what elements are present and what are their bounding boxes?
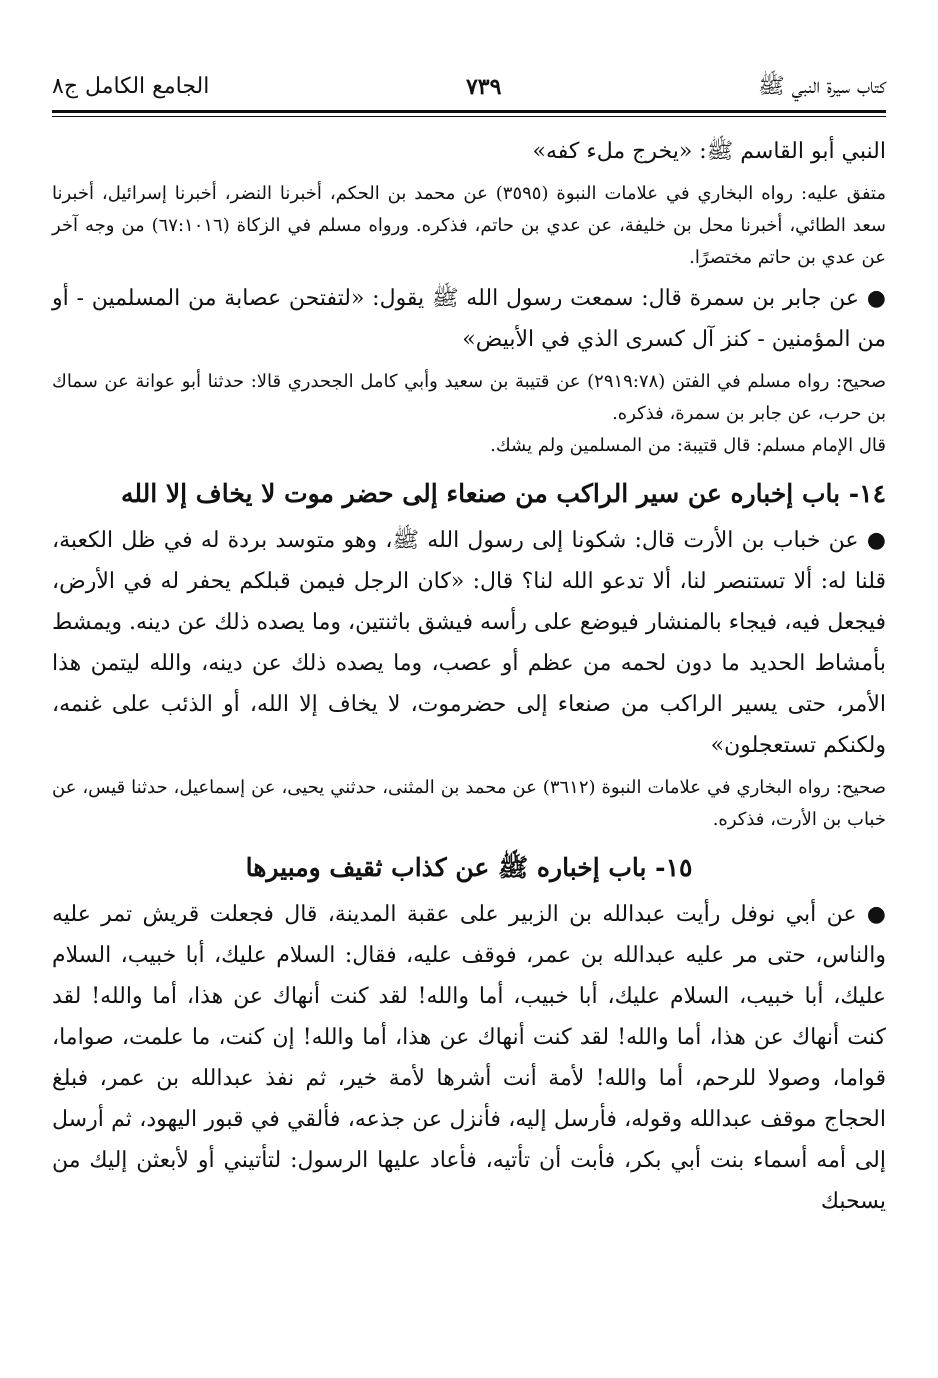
- book-page: [52, 58, 886, 1368]
- hadith-jabir: ● عن جابر بن سمرة قال: سمعت رسول الله ﷺ يقول: «لتفتحن عصابة من المسلمين - أو من المؤمنين - كنز آل كسرى الذي في الأبيض»: [52, 286, 886, 352]
- header-rule-thin: [52, 116, 886, 117]
- header-volume-title: الجامع الكامل ج٨: [52, 74, 210, 99]
- takhrij-note: [52, 366, 886, 462]
- header-book-title: كتاب سيرة النبي ﷺ: [758, 74, 886, 99]
- hadith-text: [52, 894, 886, 1222]
- hadith-abu-nawfal: ● عن أبي نوفل رأيت عبدالله بن الزبير على عقبة المدينة، قال فجعلت قريش تمر عليه والناس، حتى مر عليه عبدالله بن عمر، فوقف عليه، فقال: السلام عليك، أبا خبيب، السلام عليك، أبا خبيب، السلام عليك، أبا خبيب، أما والله! لقد كنت أنهاك عن هذا، أما والله! لقد كنت أنهاك عن هذا، أما والله! لقد كنت أنهاك عن هذا، أما والله! إن كنت، ما علمت، صواما، قواما، وصولا للرحم، أما والله! لأمة أنت أشرها لأمة خير، ثم نفذ عبدالله بن عمر، فبلغ الحجاج موقف عبدالله وقوله، فأرسل إليه، فأنزل عن جذعه، فألقي في قبور اليهود، ثم أرسل إلى أمه أسماء بنت أبي بكر، فأبت أن تأتيه، فأعاد عليها الرسول: لتأتيني أو لأبعثن إليك من يسحبك: [52, 902, 886, 1214]
- header-rule-thick: [52, 110, 886, 113]
- chapter-heading-15: ١٥- باب إخباره ﷺ عن كذاب ثقيف ومبيرها: [245, 853, 693, 882]
- takhrij-note-text: صحيح: رواه مسلم في الفتن (٢٩١٩:٧٨) عن قتيبة بن سعيد وأبي كامل الجحدري قالا: حدثنا أبو عوانة عن سماك بن حرب، عن جابر بن سمرة، فذكره.: [52, 371, 887, 424]
- hadith-khabbab: ● عن خباب بن الأرت قال: شكونا إلى رسول الله ﷺ، وهو متوسد بردة له في ظل الكعبة، قلنا له: ألا تستنصر لنا، ألا تدعو الله لنا؟ قال: «كان الرجل فيمن قبلكم يحفر له في الأرض، فيجعل فيه، فيجاء بالمنشار فيوضع على رأسه فيشق باثنتين، وما يصده ذلك عن دينه. ويمشط بأمشاط الحديد ما دون لحمه من عظم أو عصب، وما يصده ذلك عن دينه، والله ليتمن هذا الأمر، حتى يسير الراكب من صنعاء إلى حضرموت، لا يخاف إلا الله، أو الذئب على غنمه، ولكنكم تستعجلون»: [52, 528, 886, 758]
- takhrij-note-text: صحيح: رواه البخاري في علامات النبوة (٣٦١٢) عن محمد بن المثنى، حدثني يحيى، عن إسماعيل، حدثنا قيس، عن خباب بن الأرت، فذكره.: [52, 777, 886, 830]
- running-header: [52, 58, 886, 102]
- takhrij-note: [52, 772, 886, 836]
- chapter-heading-14: ١٤- باب إخباره عن سير الراكب من صنعاء إلى حضر موت لا يخاف إلا الله: [120, 479, 886, 508]
- takhrij-note: [52, 178, 886, 274]
- takhrij-note-text: قال الإمام مسلم: قال قتيبة: من المسلمين ولم يشك.: [490, 435, 886, 456]
- takhrij-note-text: متفق عليه: رواه البخاري في علامات النبوة (٣٥٩٥) عن محمد بن الحكم، أخبرنا النضر، أخبرنا إسرائيل، أخبرنا سعد الطائي، أخبرنا محل بن خليفة، عن عدي بن حاتم، فذكره. ورواه مسلم في الزكاة (٦٧:١٠١٦) من وجه آخر عن عدي بن حاتم مختصرًا.: [52, 183, 886, 268]
- page-number: ٧٣٩: [465, 74, 502, 100]
- hadith-text: [52, 278, 886, 360]
- hadith-continuation: النبي أبو القاسم ﷺ: «يخرج ملء كفه»: [532, 139, 886, 164]
- hadith-text: [52, 131, 886, 172]
- hadith-text: [52, 520, 886, 766]
